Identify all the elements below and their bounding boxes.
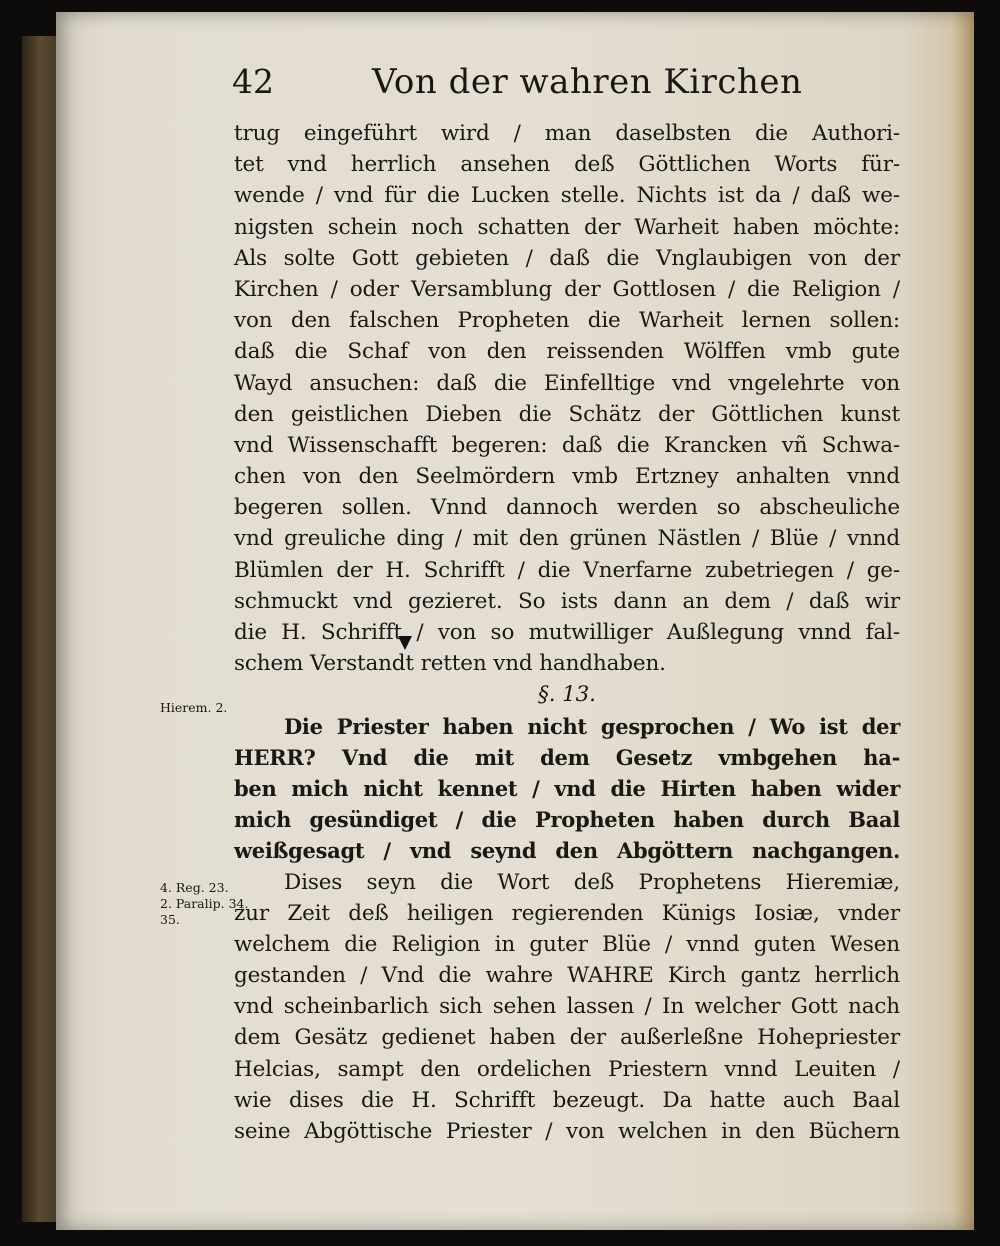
page-edge-shadow (952, 12, 974, 1230)
margin-note-text: 35. (160, 912, 180, 927)
text-line: die H. Schrifft / von so mutwilliger Außlegung vnnd fal- (234, 620, 900, 645)
text-line: Wayd ansuchen: daß die Einfelltige vnd vngelehrte von (234, 370, 900, 396)
quote-line: ben mich nicht kennet / vnd die Hirten haben wider (234, 775, 900, 801)
commentary-line: Dises seyn die Wort deß Prophetens Hieremiæ, (284, 869, 900, 895)
text-line: tet vnd herrlich ansehen deß Göttlichen Worts für- (234, 152, 900, 178)
running-head (232, 62, 832, 114)
quote-line: weißgesagt / vnd seynd den Abgöttern nachgangen. (234, 838, 900, 864)
text-line: den geistlichen Dieben die Schätz der Göttlichen kunst (234, 401, 900, 427)
text-line: trug eingeführt wird / man daselbsten die Authori- (234, 121, 900, 146)
mouse-cursor-icon (398, 636, 412, 650)
text-line: Als solte Gott gebieten / daß die Vnglaubigen von der (234, 245, 900, 271)
quote-line: mich gesündiget / die Propheten haben durch Baal (234, 807, 900, 833)
commentary-line: welchem die Religion in guter Blüe / vnnd guten Wesen (234, 931, 900, 957)
commentary-line: wie dises die H. Schrifft bezeugt. Da hatte auch Baal (234, 1087, 900, 1113)
commentary-line: zur Zeit deß heiligen regierenden Künigs Iosiæ, vnder (234, 900, 900, 926)
margin-note-text: Hierem. 2. (160, 700, 228, 715)
text-line: vnd greuliche ding / mit den grünen Nästlen / Blüe / vnnd (234, 526, 900, 552)
text-line: begeren sollen. Vnnd dannoch werden so abscheuliche (234, 495, 900, 521)
text-line: nigsten schein noch schatten der Warheit haben möchte: (234, 214, 900, 240)
text-line: chen von den Seelmördern vmb Ertzney anhalten vnnd (234, 464, 900, 490)
text-line: vnd Wissenschafft begeren: daß die Krancken vñ Schwa- (234, 432, 900, 458)
text-line: Kirchen / oder Versamblung der Gottlosen / die Religion / (234, 276, 900, 302)
text-line: schem Verstandt retten vnd handhaben. (234, 651, 666, 677)
page-number: 42 (232, 62, 274, 101)
text-line: daß die Schaf von den reissenden Wölffen vmb gute (234, 339, 900, 365)
text-line: von den falschen Propheten die Warheit lernen sollen: (234, 308, 900, 334)
margin-note-text: 4. Reg. 23. (160, 880, 229, 895)
text-line: wende / vnd für die Lucken stelle. Nichts ist da / daß we- (234, 183, 900, 209)
quote-line: HERR? Vnd die mit dem Gesetz vmbgehen ha- (234, 744, 900, 770)
body-text (234, 118, 900, 1147)
section-mark: §. 13. (538, 682, 596, 708)
text-line: Blümlen der H. Schrifft / die Vnerfarne zubetriegen / ge- (234, 557, 900, 583)
commentary-line: Helcias, sampt den ordelichen Priestern vnnd Leuiten / (234, 1056, 900, 1082)
commentary-line: vnd scheinbarlich sich sehen lassen / In welcher Gott nach (234, 994, 900, 1020)
commentary-line: seine Abgöttische Priester / von welchen in den Büchern (234, 1119, 900, 1144)
running-title: Von der wahren Kirchen (372, 62, 803, 102)
quote-line: Die Priester haben nicht gesprochen / Wo ist der (284, 713, 900, 739)
margin-note-text: 2. Paralip. 34. (160, 896, 249, 911)
text-line: schmuckt vnd gezieret. So ists dann an dem / daß wir (234, 588, 900, 614)
commentary-line: dem Gesätz gedienet haben der außerleßne Hohepriester (234, 1025, 900, 1051)
commentary-line: gestanden / Vnd die wahre WAHRE Kirch gantz herrlich (234, 963, 900, 989)
